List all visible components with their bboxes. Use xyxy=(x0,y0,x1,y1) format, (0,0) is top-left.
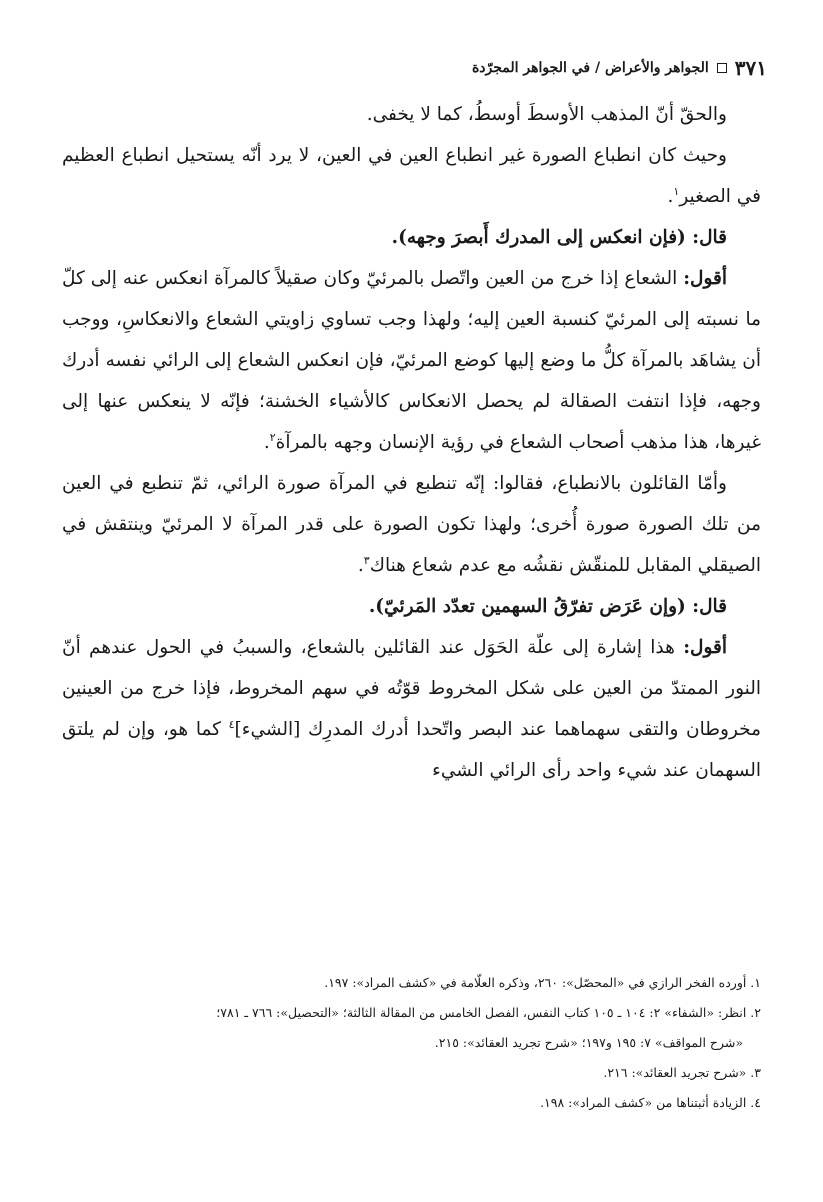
aqulu-lead-2: أقول: xyxy=(683,637,727,658)
quote-1: (فإن انعكس إلى المدرك أَبصرَ وجهه). xyxy=(391,227,693,248)
paragraph-3-qala xyxy=(62,217,761,258)
aqulu-lead-1: أقول: xyxy=(683,268,727,289)
paragraph-1-text: والحقّ أنّ المذهب الأوسطَ أوسطُ، كما لا يخفى. xyxy=(366,104,727,125)
paragraph-5-text: وأمّا القائلون بالانطباع، فقالوا: إنّه تنطبع في المرآة صورة الرائي، ثمّ تنطبع في العين من تلك الصورة صورة أُخرى؛ ولهذا تكون الصورة على قدر المرآة لا المرئيّ وينتقش في الصيقلي المقابل للمنقّش نقشُه مع عدم شعاع هناك xyxy=(62,473,761,576)
qala-lead-1: قال: xyxy=(692,227,727,248)
running-head xyxy=(56,52,767,84)
paragraph-4-text: الشعاع إذا خرج من العين واتّصل بالمرئيّ وكان صقيلاً كالمرآة انعكس عنه إلى كلّ ما نسبته إلى المرئيّ كنسبة العين إليه؛ ولهذا وجب تساوي زاويتي الشعاع والانعكاسِ، ووجب أن يشاهَد بالمرآة كلُّ ما وضع إليها كوضع المرئيّ، فإن انعكس الشعاع إلى الرائي نفسه أدرك وجهه، فإذا انتفت الصقالة لم يحصل الانعكاس كالأشياء الخشنة؛ فإنّه لا ينعكس عنها إلى غيرها، هذا مذهب أصحاب الشعاع في رؤية الإنسان وجهه بالمرآة xyxy=(62,268,761,453)
footnotes xyxy=(62,968,761,1118)
paragraph-1 xyxy=(62,94,761,135)
footnote-1: ١. أورده الفخر الرازي في «المحصّل»: ٢٦٠، وذكره العلّامة في «كشف المراد»: ١٩٧. xyxy=(324,975,761,990)
qala-lead-2: قال: xyxy=(692,596,727,617)
paragraph-7-text-cont: كما هو، وإن لم يلتق السهمان عند شيء واحد رأى الرائي الشيء xyxy=(62,719,761,781)
paragraph-5 xyxy=(62,463,761,586)
square-ornament-icon xyxy=(717,63,727,73)
paragraph-2-end: . xyxy=(667,186,674,207)
paragraph-7-text: هذا إشارة إلى علّة الحَوَل عند القائلين بالشعاع، والسببُ في الحول عندهم أنّ النور الممتدّ من العين على شكل المخروط قوّتُه في سهم المخروط، فإذا خرج من العينين مخروطان والتقى سهماهما عند البصر واتّحدا أدرك المدرِك [الشيء] xyxy=(62,637,761,740)
footnote-ref-4[interactable]: ٤ xyxy=(228,717,235,731)
footnote-4: ٤. الزيادة أثبتناها من «كشف المراد»: ١٩٨. xyxy=(540,1095,761,1110)
running-head-title: الجواهر والأعراض / في الجواهر المجرّدة xyxy=(471,60,709,76)
paragraph-2-text: وحيث كان انطباع الصورة غير انطباع العين في العين، لا يرد أنّه يستحيل انطباع العظيم في الصغير xyxy=(62,145,761,207)
paragraph-4-end: . xyxy=(263,432,270,453)
main-text xyxy=(62,94,761,791)
footnote-3: ٣. «شرح تجريد العقائد»: ٢١٦. xyxy=(603,1065,761,1080)
footnote-ref-1[interactable]: ١ xyxy=(673,184,680,198)
footnote-2: ٢. انظر: «الشفاء» ٢: ١٠٤ ـ ١٠٥ كتاب النفس، الفصل الخامس من المقالة الثالثة؛ «التحصيل»: ٧٦٦ ـ ٧٨١؛ xyxy=(216,1005,761,1020)
quote-2: (وإن عَرَض تفرّقُ السهمين تعدّد المَرئيّ). xyxy=(368,596,693,617)
paragraph-5-end: . xyxy=(357,555,364,576)
footnote-2-continued: «شرح المواقف» ٧: ١٩٥ و١٩٧؛ «شرح تجريد العقائد»: ٢١٥. xyxy=(434,1035,743,1050)
paragraph-4-aqulu xyxy=(62,258,761,463)
paragraph-2 xyxy=(62,135,761,217)
paragraph-6-qala xyxy=(62,586,761,627)
paragraph-7-aqulu xyxy=(62,627,761,791)
footnote-ref-3[interactable]: ٣ xyxy=(363,553,370,567)
footnote-ref-2[interactable]: ٢ xyxy=(269,430,276,444)
page-number: ٣٧١ xyxy=(734,56,767,80)
